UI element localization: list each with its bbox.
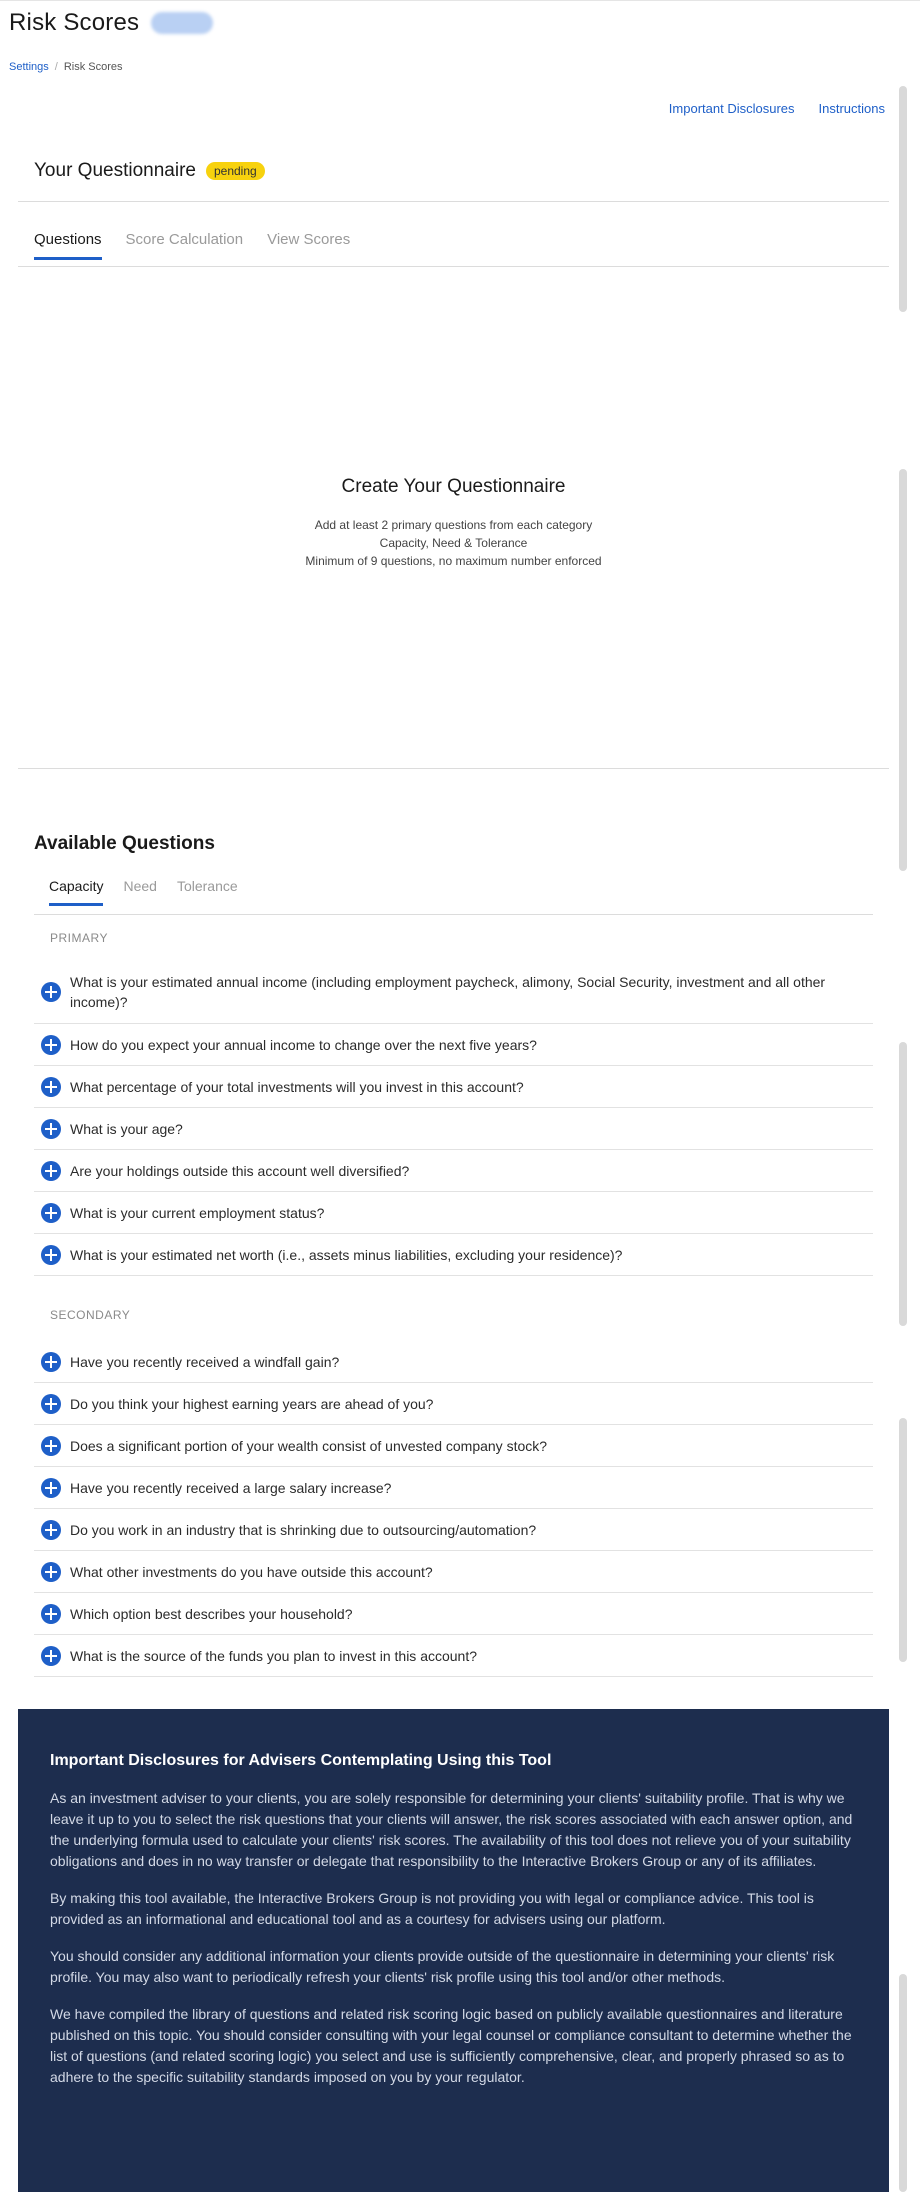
instructions-link[interactable]: Instructions (818, 101, 885, 116)
page-scrollbar[interactable] (897, 86, 909, 2192)
question-text: Do you work in an industry that is shrinking due to outsourcing/automation? (70, 1521, 537, 1538)
scrollbar-segment[interactable] (899, 1974, 907, 2192)
question-text: Are your holdings outside this account well diversified? (70, 1162, 410, 1179)
plus-circle-icon[interactable] (41, 1077, 61, 1097)
question-text: What is your age? (70, 1120, 183, 1137)
top-links (669, 101, 885, 116)
disclosure-panel (18, 1709, 889, 2192)
plus-circle-icon[interactable] (41, 982, 61, 1002)
disclosure-paragraph: We have compiled the library of questions and related risk scoring logic based on publicly available questionnaires and literature published on this topic. You should consider consulting with your legal counsel or compliance consultant to determine whether the list of questions (and related scoring logic) you select and use is sufficiently comprehensive, clear, and properly phrased so as to adhere to the specific suitability standards imposed on you by your regulator. (50, 2006, 852, 2085)
plus-circle-icon[interactable] (41, 1646, 61, 1666)
question-text: What other investments do you have outside this account? (70, 1563, 433, 1580)
plus-circle-icon[interactable] (41, 1436, 61, 1456)
plus-circle-icon[interactable] (41, 1245, 61, 1265)
tab-capacity[interactable]: Capacity (49, 878, 103, 906)
questionnaire-card (18, 148, 889, 768)
question-text: What is your estimated annual income (including employment paycheck, alimony, Social Security, investment and all other income)? (70, 974, 826, 1010)
plus-circle-icon[interactable] (41, 1352, 61, 1372)
empty-state-line: Minimum of 9 questions, no maximum number enforced (305, 554, 602, 568)
question-text: How do you expect your annual income to change over the next five years? (70, 1036, 537, 1053)
question-text: Have you recently received a windfall gain? (70, 1353, 340, 1370)
plus-circle-icon[interactable] (41, 1035, 61, 1055)
plus-circle-icon[interactable] (41, 1161, 61, 1181)
divider (18, 266, 889, 267)
list-item[interactable] (34, 1509, 873, 1551)
question-text: Which option best describes your household? (70, 1605, 353, 1622)
secondary-question-list (34, 1341, 873, 1677)
plus-circle-icon[interactable] (41, 1520, 61, 1540)
top-border (0, 0, 920, 1)
empty-state (18, 476, 889, 570)
disclosure-paragraph: You should consider any additional information your clients provide outside of the questionnaire in determining your clients' risk profile. You may also want to periodically refresh your clients' risk profile using this tool and/or other methods. (50, 1948, 835, 1985)
disclosure-paragraph: As an investment adviser to your clients, you are solely responsible for determining your clients' suitability profile. That is why we leave it up to you to select the risk questions that your clients will answer, the risk scores associated with each answer option, and the underlying formula used to calculate your clients' risk scores. The availability of this tool does not relieve you of your suitability obligations and does in no way transfer or delegate that responsibility to the Interactive Brokers Group or any of its affiliates. (50, 1790, 853, 1869)
plus-circle-icon[interactable] (41, 1394, 61, 1414)
list-item[interactable] (34, 1635, 873, 1677)
list-item[interactable] (34, 1467, 873, 1509)
page-title: Risk Scores (9, 9, 140, 36)
question-text: What percentage of your total investments will you invest in this account? (70, 1078, 524, 1095)
primary-section-label: PRIMARY (50, 931, 108, 945)
disclosure-paragraph: By making this tool available, the Interactive Brokers Group is not providing you with legal or compliance advice. This tool is provided as an informational and educational tool and as a courtesy for advisers using our platform. (50, 1890, 814, 1927)
questionnaire-header (34, 160, 265, 182)
scrollbar-segment[interactable] (899, 86, 907, 312)
secondary-section-label: SECONDARY (50, 1308, 131, 1322)
empty-state-title: Create Your Questionnaire (341, 476, 566, 497)
list-item[interactable] (34, 1192, 873, 1234)
scrollbar-segment[interactable] (899, 1418, 907, 1662)
list-item[interactable] (34, 1341, 873, 1383)
page-header (9, 8, 213, 38)
primary-question-list (34, 961, 873, 1276)
pending-badge: pending (206, 162, 265, 180)
plus-circle-icon[interactable] (41, 1119, 61, 1139)
scrollbar-segment[interactable] (899, 469, 907, 871)
list-item[interactable] (34, 1234, 873, 1276)
available-questions-title: Available Questions (34, 833, 215, 854)
question-text: Have you recently received a large salary increase? (70, 1479, 392, 1496)
empty-state-line: Add at least 2 primary questions from each category (314, 518, 593, 532)
tab-questions[interactable]: Questions (34, 231, 102, 260)
list-item[interactable] (34, 1425, 873, 1467)
tab-tolerance[interactable]: Tolerance (176, 878, 238, 894)
questionnaire-title: Your Questionnaire (34, 160, 196, 181)
plus-circle-icon[interactable] (41, 1478, 61, 1498)
list-item[interactable] (34, 1066, 873, 1108)
available-tabs (49, 878, 258, 906)
list-item[interactable] (34, 1593, 873, 1635)
divider (18, 768, 889, 769)
questionnaire-tabs (34, 231, 374, 260)
tab-score-calculation[interactable]: Score Calculation (125, 231, 244, 248)
scrollbar-segment[interactable] (899, 1042, 907, 1326)
question-text: Does a significant portion of your wealth consist of unvested company stock? (70, 1437, 548, 1454)
list-item[interactable] (34, 1383, 873, 1425)
question-text: What is your current employment status? (70, 1204, 325, 1221)
tab-view-scores[interactable]: View Scores (267, 231, 351, 248)
question-text: What is the source of the funds you plan to invest in this account? (70, 1647, 478, 1664)
list-item[interactable] (34, 1024, 873, 1066)
divider (34, 914, 873, 915)
disclosure-body (50, 1788, 860, 2104)
tab-need[interactable]: Need (123, 878, 157, 894)
question-text: Do you think your highest earning years are ahead of you? (70, 1395, 434, 1412)
plus-circle-icon[interactable] (41, 1562, 61, 1582)
plus-circle-icon[interactable] (41, 1203, 61, 1223)
breadcrumb-separator: / (54, 61, 58, 73)
breadcrumb-current: Risk Scores (63, 61, 123, 73)
question-text: What is your estimated net worth (i.e., assets minus liabilities, excluding your residence)? (70, 1246, 623, 1263)
breadcrumb (9, 61, 123, 73)
status-badge (151, 12, 213, 34)
breadcrumb-settings-link[interactable]: Settings (9, 61, 49, 73)
list-item[interactable] (34, 961, 873, 1024)
list-item[interactable] (34, 1108, 873, 1150)
plus-circle-icon[interactable] (41, 1604, 61, 1624)
important-disclosures-link[interactable]: Important Disclosures (668, 101, 795, 116)
disclosure-title: Important Disclosures for Advisers Contemplating Using this Tool (50, 1752, 552, 1769)
empty-state-line: Capacity, Need & Tolerance (379, 536, 528, 550)
list-item[interactable] (34, 1150, 873, 1192)
list-item[interactable] (34, 1551, 873, 1593)
divider (18, 201, 889, 202)
